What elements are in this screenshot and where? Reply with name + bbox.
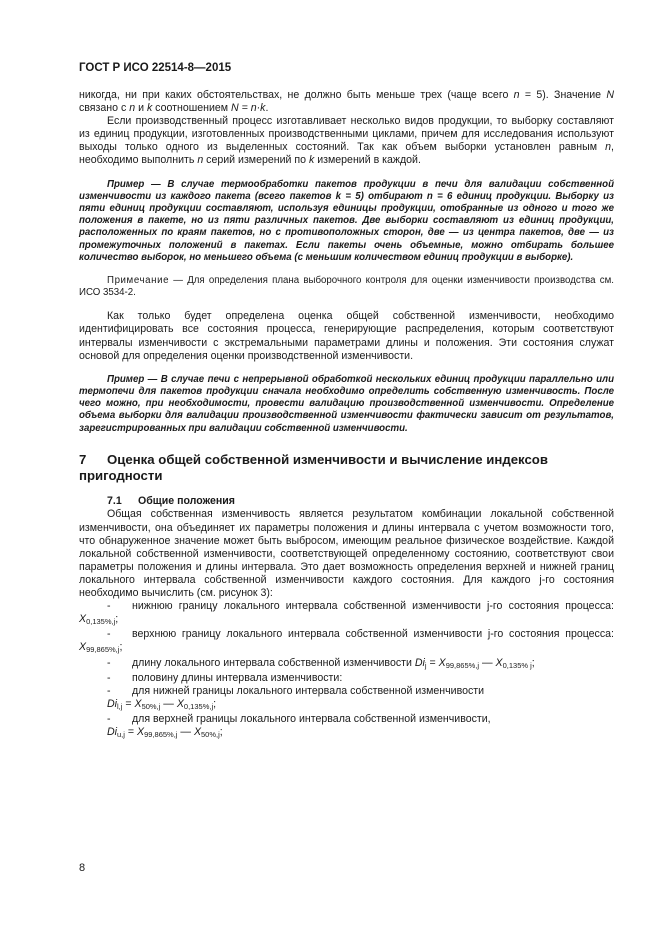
formula-upper-half: $Di_{u,j} = X_{99,865\%,j}$ — $X_{50\%,j}$; bbox=[107, 725, 223, 739]
paragraph-continuation: никогда, ни при каких обстоятельствах, не должно быть меньше трех (чаще всего n = 5). Значение N связано с n и k соотношением N = n·k. bbox=[79, 89, 614, 115]
subsection-7-1-heading: 7.1 Общие положения bbox=[107, 495, 235, 508]
page-number: 8 bbox=[79, 862, 86, 874]
subsection-7-1-text: Общая собственная изменчивость является результатом комбинации локальной собственной изменчивости, она объединяет их параметры положения и длины интервала с учетом возможности того, что обнаруженное значение может быть выбросом, имеющим реальное физическое воздействие. Каждой локальной собственной изменчивости, соответствующей определенному состоянию, соответствуют свои параметры положения и длины интервала. Это дает возможность определения верхней и нижней границ локального интервала собственной изменчивости каждого состояния. Для каждого j-го состояния необходимо вычислить (см. рисунок 3): bbox=[79, 508, 614, 600]
list-item-upper-half: - для верхней границы локального интервала собственной изменчивости, bbox=[107, 712, 491, 725]
example-heat-treatment: Пример — В случае термообработки пакетов продукции в печи для валидации собственной изменчивости из каждого пакета (всего пакетов k = 5) отбирают n = 6 единиц продукции. Выборку из пяти единиц продукции составляют, используя единицы продукции, отобранные из одного и того же положения в пакете, но из пяти различных пакетов. Две выборки составляют из единиц продукции, расположенных по краям пакетов, но с противоположных сторон, две — из центра пакетов, две — из промежуточных положений в пакетах. Если пакеты очень объемные, можно отбирать большее количество выборок, но меньшего объема (с меньшим количеством единиц продукции в выборке). bbox=[79, 178, 614, 263]
note-sampling-plan: Примечание — Для определения плана выборочного контроля для оценки изменчивости производства см. ИСО 3534-2. bbox=[79, 274, 614, 299]
document-body bbox=[79, 89, 614, 741]
list-item-upper-bound: - верхнюю границу локального интервала собственной изменчивости j-го состояния процесса: $X_{99,865\%,j}$; bbox=[79, 628, 614, 655]
example-continuous-furnace: Пример — В случае печи с непрерывной обработкой нескольких единиц продукции параллельно или термопечи для пакетов продукции сначала необходимо определить собственную изменчивость. После чего можно, при необходимости, провести валидацию производственной изменчивости. Определение объема выборки для валидации производственной изменчивости фактически зависит от результатов, зарегистрированных при валидации собственной изменчивости. bbox=[79, 373, 614, 434]
paragraph-process-states: Как только будет определена оценка общей собственной изменчивости, необходимо идентифицировать все состояния процесса, генерирующие распределения, которым соответствуют интервалы изменчивости с экстремальными параметрами длины и положения. Эти состояния служат основой для определения оценки производственной изменчивости. bbox=[79, 310, 614, 362]
list-item-lower-bound: - нижнюю границу локального интервала собственной изменчивости j-го состояния процесса: $X_{0,135\%,j}$; bbox=[79, 600, 614, 627]
formula-lower-half: $Di_{l,j} = X_{50\%,j}$ — $X_{0,135\%,j}$; bbox=[107, 697, 217, 711]
section-7-heading: 7 Оценка общей собственной изменчивости и вычисление индексов пригодности bbox=[79, 451, 548, 483]
list-item-lower-half: - для нижней границы локального интервала собственной изменчивости bbox=[107, 684, 485, 697]
list-item-half-length: - половину длины интервала изменчивости: bbox=[107, 671, 343, 684]
list-item-interval-length: - длину локального интервала собственной изменчивости $Di_j = X_{99,865\%,j}$ — $X_{0,135\% j}$; bbox=[107, 656, 535, 670]
paragraph-production-process: Если производственный процесс изготавливает несколько видов продукции, то выборку составляют из единиц продукции, изготовленных производственными циклами, причем для исследования используют выходы только одного из выделенных состояний. Так как объем выборки установлен равным n, необходимо выполнить n серий измерений по k измерений в каждой. bbox=[79, 115, 614, 167]
document-header: ГОСТ Р ИСО 22514-8—2015 bbox=[79, 62, 232, 74]
